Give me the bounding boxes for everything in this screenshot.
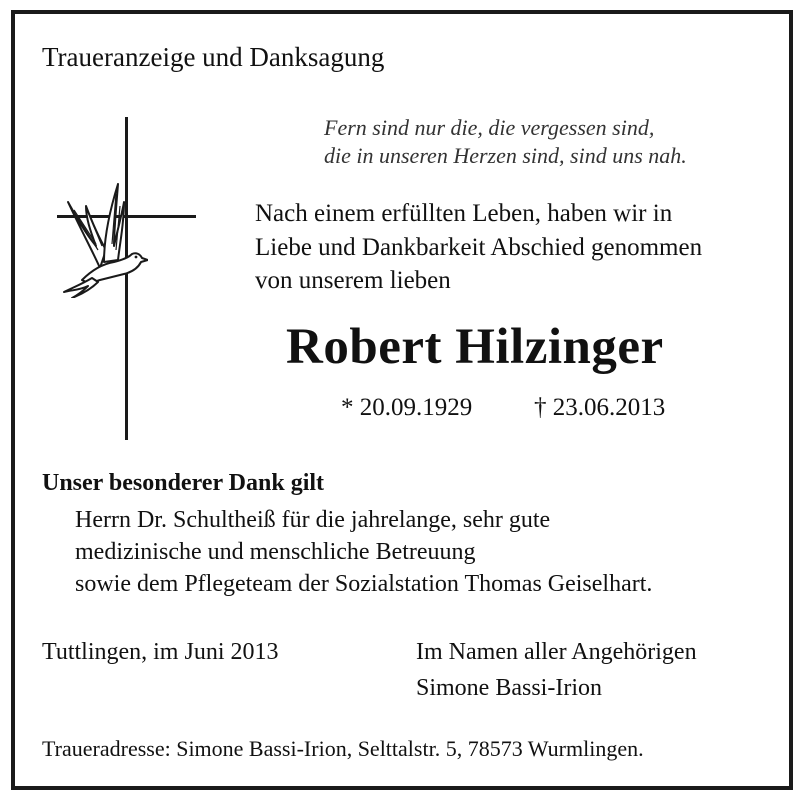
thanks-heading: Unser besonderer Dank gilt — [42, 470, 325, 496]
notice-heading: Traueranzeige und Danksagung — [42, 42, 385, 72]
signature-line-2: Simone Bassi-Irion — [416, 675, 602, 701]
intro-line-2: Liebe und Dankbarkeit Abschied genommen — [255, 234, 703, 261]
intro-line-3: von unserem lieben — [255, 267, 451, 294]
place-date: Tuttlingen, im Juni 2013 — [42, 639, 279, 665]
thanks-line-2: medizinische und menschliche Betreuung — [75, 539, 476, 565]
mourning-address: Traueradresse: Simone Bassi-Irion, Selttalstr. 5, 78573 Wurmlingen. — [42, 736, 644, 761]
deceased-name: Robert Hilzinger — [286, 319, 664, 375]
thanks-line-1: Herrn Dr. Schultheiß für die jahrelange, sehr gute — [75, 507, 551, 533]
signature-line-1: Im Namen aller Angehörigen — [416, 639, 697, 665]
dove-icon — [52, 180, 148, 298]
quote-line-2: die in unseren Herzen sind, sind uns nah. — [324, 143, 687, 168]
intro-line-1: Nach einem erfüllten Leben, haben wir in — [255, 200, 673, 227]
birth-date: * 20.09.1929 — [341, 394, 473, 421]
thanks-line-3: sowie dem Pflegeteam der Sozialstation Thomas Geiselhart. — [75, 571, 653, 597]
death-date: † 23.06.2013 — [534, 394, 666, 421]
quote-line-1: Fern sind nur die, die vergessen sind, — [324, 115, 655, 140]
